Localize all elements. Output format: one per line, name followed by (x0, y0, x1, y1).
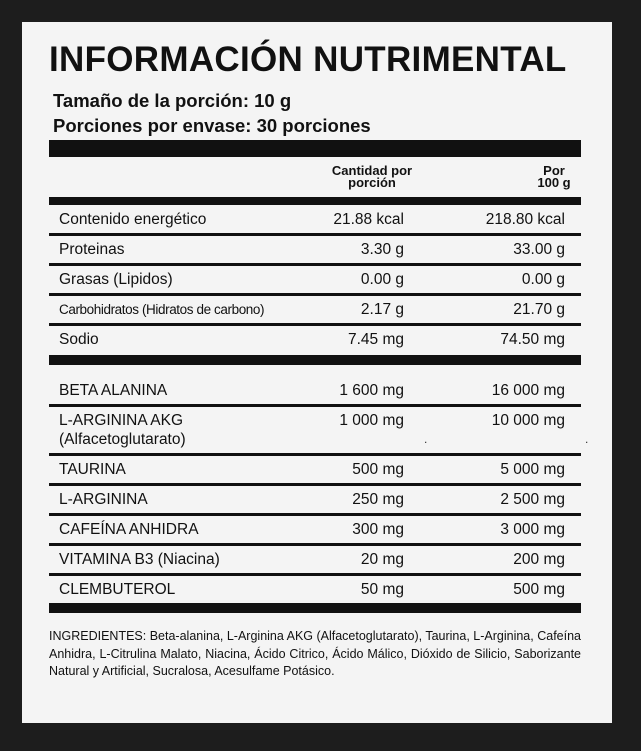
per-serving-value: 21.88 kcal (333, 211, 404, 228)
per-serving-value: 50 mg (360, 581, 404, 598)
nutrient-label: Proteinas (59, 241, 125, 258)
per-100g-value: 200 mg (513, 551, 565, 568)
header-per-100g (489, 165, 619, 189)
label-title: INFORMACIÓN NUTRIMENTAL (49, 40, 567, 79)
per-100g-value: 218.80 kcal (485, 211, 565, 228)
per-100g-value: 33.00 g (513, 241, 565, 258)
per-100g-value: 3 000 mg (500, 521, 565, 538)
header-per-serving-line1: Cantidad por (331, 163, 413, 178)
header-per-serving-line2: porción (348, 175, 396, 190)
row-divider (49, 263, 581, 266)
row-divider (49, 453, 581, 456)
servings-per-container: Porciones por envase: 30 porciones (53, 115, 371, 136)
per-100g-value: 21.70 g (513, 301, 565, 318)
per-serving-value: 20 mg (360, 551, 404, 568)
header-bottom-bar (49, 197, 581, 205)
active-label: VITAMINA B3 (Niacina) (59, 551, 220, 568)
nutrient-label: Carbohidratos (Hidratos de carbono) (59, 302, 265, 317)
per-100g-value: 500 mg (513, 581, 565, 598)
top-thick-bar (49, 140, 581, 157)
per-100g-value: 0.00 g (521, 271, 565, 288)
active-label-subtitle: (Alfacetoglutarato) (59, 431, 186, 448)
per-serving-value: 2.17 g (360, 301, 404, 318)
per-serving-value: 3.30 g (360, 241, 404, 258)
row-divider (49, 543, 581, 546)
active-label: CAFEÍNA ANHIDRA (59, 521, 199, 538)
row-divider (49, 573, 581, 576)
per-serving-value: 1 000 mg (339, 412, 404, 429)
active-label: L-ARGININA (59, 491, 148, 508)
per-100g-value: 5 000 mg (500, 461, 565, 478)
active-label: TAURINA (59, 461, 126, 478)
active-label: L-ARGININA AKG (59, 412, 184, 429)
active-row-l-arginina-akg (49, 412, 589, 452)
header-per-100g-line1: Por (543, 163, 565, 178)
row-divider (49, 293, 581, 296)
row-divider (49, 323, 581, 326)
nutrient-label: Grasas (Lipidos) (59, 271, 173, 288)
per-100g-value: 16 000 mg (491, 382, 565, 399)
bottom-thick-bar (49, 603, 581, 613)
per-serving-value: 500 mg (352, 461, 404, 478)
per-serving-value: 1 600 mg (339, 382, 404, 399)
row-divider (49, 233, 581, 236)
row-divider (49, 513, 581, 516)
active-label: BETA ALANINA (59, 382, 168, 399)
per-serving-value: 250 mg (352, 491, 404, 508)
ingredients-text: INGREDIENTES: Beta-alanina, L-Arginina AKG (Alfacetoglutarato), Taurina, L-Arginina, Cafeína Anhidra, L-Citrulina Malato, Niacina, Ácido Citrico, Ácido Málico, Dióxido de Silicio, Saborizante Natural y Artificial, Sucralosa, Acesulfame Potásico. (49, 629, 581, 678)
active-label: CLEMBUTEROL (59, 581, 176, 598)
nutrient-label: Sodio (59, 331, 99, 348)
nutrition-label (22, 22, 612, 723)
header-per-serving (307, 165, 437, 189)
per-serving-mark: . (424, 432, 428, 446)
per-100g-value: 10 000 mg (491, 412, 565, 429)
row-divider (49, 404, 581, 407)
row-divider (49, 483, 581, 486)
per-serving-value: 7.45 mg (347, 331, 404, 348)
per-serving-value: 0.00 g (360, 271, 404, 288)
nutrient-label: Contenido energético (59, 211, 207, 228)
header-per-100g-line2: 100 g (537, 175, 571, 190)
serving-size: Tamaño de la porción: 10 g (53, 90, 292, 111)
per-100g-value: 74.50 mg (500, 331, 565, 348)
per-serving-value: 300 mg (352, 521, 404, 538)
section-divider-bar (49, 355, 581, 365)
per-100g-mark: . (585, 432, 589, 446)
per-100g-value: 2 500 mg (500, 491, 565, 508)
